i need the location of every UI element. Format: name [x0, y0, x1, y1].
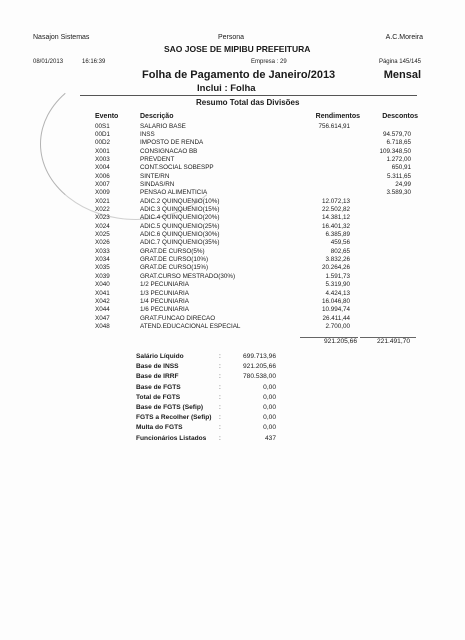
- rendimento-value: 3.832,26: [325, 256, 350, 264]
- rendimento-value: 2.700,00: [325, 322, 350, 330]
- table-row: [0, 139, 465, 147]
- rendimento-value: 22.502,82: [321, 206, 350, 213]
- event-description: GRAT.FUNCAO DIRECAO: [140, 314, 216, 322]
- summary-row: [0, 383, 465, 393]
- table-row: [0, 173, 465, 181]
- event-code: X047: [95, 314, 110, 322]
- event-code: X023: [95, 214, 110, 222]
- report-title: Folha de Pagamento de Janeiro/2013: [142, 69, 336, 81]
- summary-row: [0, 403, 465, 413]
- rendimento-value: 802,65: [330, 247, 350, 255]
- event-description: GRAT.CURSO MESTRADO(30%): [140, 272, 236, 280]
- event-description: ADIC.2 QUINQUENIO(10%): [140, 197, 220, 205]
- event-code: X048: [95, 322, 110, 330]
- summary-row: [0, 362, 465, 372]
- event-description: ADIC.6 QUINQUENIO(30%): [140, 231, 220, 239]
- summary-label: Funcionários Listados: [136, 434, 207, 442]
- summary-colon: :: [219, 353, 221, 360]
- event-description: ATEND.EDUCACIONAL ESPECIAL: [140, 322, 241, 330]
- summary-row: [0, 423, 465, 433]
- event-code: X040: [95, 281, 110, 289]
- event-code: 00D2: [95, 139, 111, 147]
- table-row: [0, 156, 465, 164]
- summary-row: [0, 372, 465, 382]
- desconto-value: 650,91: [391, 164, 411, 172]
- summary-colon: :: [219, 404, 221, 411]
- col-rendimentos: Rendimentos: [315, 113, 360, 120]
- system-name: Persona: [218, 34, 245, 41]
- rendimento-value: 756.614,91: [318, 122, 350, 130]
- summary-value: 0,00: [263, 393, 276, 401]
- event-description: ADIC.4 QUINQUENIO(20%): [140, 214, 220, 222]
- report-date: 08/01/2013: [33, 59, 64, 65]
- event-code: X025: [95, 231, 110, 239]
- summary-value: 0,00: [263, 404, 276, 411]
- summary-colon: :: [219, 383, 221, 391]
- event-code: X041: [95, 289, 110, 297]
- table-row: [0, 223, 465, 231]
- event-description: 1/6 PECUNIARIA: [140, 306, 189, 314]
- event-code: X001: [95, 147, 110, 155]
- event-code: X024: [95, 222, 110, 230]
- table-row: [0, 281, 465, 289]
- rendimento-value: 14.381,12: [321, 214, 350, 222]
- event-description: ADIC.7 QUINQUENIO(35%): [140, 239, 220, 247]
- desconto-value: 94.579,70: [382, 130, 411, 138]
- summary-label: Salário Líquido: [136, 353, 184, 360]
- summary-row: [0, 393, 465, 403]
- summary-value: 0,00: [263, 414, 276, 422]
- report-type: Mensal: [383, 69, 421, 81]
- event-description: INSS: [140, 130, 155, 138]
- summary-colon: :: [219, 373, 221, 381]
- table-row: [0, 256, 465, 264]
- rendimento-value: 4.424,13: [325, 289, 350, 297]
- rendimento-value: 20.264,26: [321, 264, 350, 272]
- table-row: [0, 306, 465, 314]
- event-code: X021: [95, 197, 110, 205]
- table-row: [0, 315, 465, 323]
- total-descontos: 221.491,70: [376, 338, 410, 345]
- event-description: GRAT.DE CURSO(5%): [140, 247, 205, 255]
- section-title: Resumo Total das Divisões: [196, 98, 300, 107]
- event-code: X042: [95, 297, 110, 305]
- empresa-label: Empresa : 29: [251, 59, 287, 65]
- summary-value: 0,00: [263, 383, 276, 391]
- table-row: [0, 148, 465, 156]
- event-description: IMPOSTO DE RENDA: [140, 139, 204, 147]
- event-description: GRAT.DE CURSO(15%): [140, 264, 209, 272]
- summary-colon: :: [219, 424, 221, 432]
- page-number: Página 145/145: [378, 59, 421, 65]
- user-name: A.C.Moreira: [385, 34, 423, 41]
- table-row: [0, 273, 465, 281]
- event-code: X022: [95, 206, 110, 213]
- event-code: X026: [95, 239, 110, 247]
- table-row: [0, 164, 465, 172]
- summary-value: 921.205,66: [242, 363, 276, 371]
- event-code: X034: [95, 256, 110, 264]
- rendimento-value: 16.046,80: [321, 297, 350, 305]
- event-description: SINDAS/RN: [140, 180, 175, 188]
- desconto-value: 6.718,65: [386, 139, 411, 147]
- table-row: [0, 181, 465, 189]
- summary-value: 780.538,00: [242, 373, 276, 381]
- total-rendimentos: 921.205,66: [323, 338, 357, 345]
- table-row: [0, 323, 465, 331]
- event-code: X033: [95, 247, 110, 255]
- summary-value: 437: [264, 434, 276, 442]
- summary-label: Base de INSS: [136, 363, 179, 371]
- summary-label: Base de FGTS (Sefip): [136, 404, 204, 411]
- inclui-label: Inclui : Folha: [197, 83, 256, 94]
- summary-label: Multa do FGTS: [136, 424, 183, 432]
- event-description: 1/3 PECUNIARIA: [140, 289, 189, 297]
- table-row: [0, 239, 465, 247]
- summary-row: [0, 413, 465, 423]
- event-code: X009: [95, 189, 110, 197]
- rendimento-value: 5.319,90: [325, 281, 350, 289]
- col-evento: Evento: [95, 113, 119, 120]
- summary-row: [0, 352, 465, 362]
- event-code: X003: [95, 155, 110, 163]
- rendimento-value: 459,56: [330, 239, 350, 247]
- summary-row: [0, 434, 465, 444]
- summary-label: Base de FGTS: [136, 383, 181, 391]
- table-row: [0, 206, 465, 214]
- table-row: [0, 198, 465, 206]
- desconto-value: 3.589,30: [386, 189, 411, 197]
- event-code: X006: [95, 172, 110, 180]
- table-row: [0, 131, 465, 139]
- event-description: SINTE/RN: [140, 172, 170, 180]
- event-code: 00S1: [95, 122, 110, 130]
- table-row: [0, 214, 465, 222]
- summary-colon: :: [219, 414, 221, 422]
- rendimento-value: 16.401,32: [321, 222, 350, 230]
- summary-label: FGTS a Recolher (Sefip): [136, 414, 212, 422]
- rendimento-value: 12.072,13: [321, 197, 350, 205]
- table-row: [0, 298, 465, 306]
- summary-value: 0,00: [263, 424, 276, 432]
- event-description: ADIC.3 QUINQUENIO(15%): [140, 206, 220, 213]
- summary-colon: :: [219, 434, 221, 442]
- summary-colon: :: [219, 363, 221, 371]
- rendimento-value: 1.591,73: [325, 272, 350, 280]
- event-description: SALARIO BASE: [140, 122, 186, 130]
- company-name: Nasajon Sistemas: [33, 34, 90, 41]
- desconto-value: 1.272,00: [386, 155, 411, 163]
- summary-label: Base de IRRF: [136, 373, 179, 381]
- organization-name: SAO JOSE DE MIPIBU PREFEITURA: [164, 44, 311, 54]
- desconto-value: 5.311,65: [386, 172, 411, 180]
- table-row: [0, 290, 465, 298]
- event-description: PENSAO ALIMENTICIA: [140, 189, 208, 197]
- event-description: 1/4 PECUNIARIA: [140, 297, 189, 305]
- event-code: X039: [95, 272, 110, 280]
- event-description: GRAT.DE CURSO(10%): [140, 256, 209, 264]
- event-code: X044: [95, 306, 110, 314]
- col-descontos: Descontos: [382, 113, 418, 120]
- table-row: [0, 189, 465, 197]
- summary-value: 699.713,96: [242, 353, 276, 360]
- desconto-value: 109.348,50: [379, 147, 411, 155]
- rendimento-value: 26.411,44: [322, 314, 350, 322]
- table-row: [0, 123, 465, 131]
- table-row: [0, 231, 465, 239]
- event-description: CONSIGNACAO BB: [140, 147, 198, 155]
- table-row: [0, 248, 465, 256]
- event-code: X007: [95, 180, 110, 188]
- table-row: [0, 264, 465, 272]
- event-code: X004: [95, 164, 110, 172]
- report-time: 16:16:39: [82, 59, 106, 65]
- col-descricao: Descrição: [140, 113, 174, 120]
- rendimento-value: 10.994,74: [321, 306, 350, 314]
- rendimento-value: 6.385,89: [325, 231, 350, 239]
- event-description: PREVDENT: [140, 155, 175, 163]
- summary-colon: :: [219, 393, 221, 401]
- event-description: 1/2 PECUNIARIA: [140, 281, 189, 289]
- event-code: 00D1: [95, 130, 111, 138]
- summary-label: Total de FGTS: [136, 393, 181, 401]
- event-code: X035: [95, 264, 110, 272]
- desconto-value: 24,99: [395, 180, 411, 188]
- event-description: CONT.SOCIAL SOBESPP: [140, 164, 214, 172]
- event-description: ADIC.5 QUINQUENIO(25%): [140, 222, 220, 230]
